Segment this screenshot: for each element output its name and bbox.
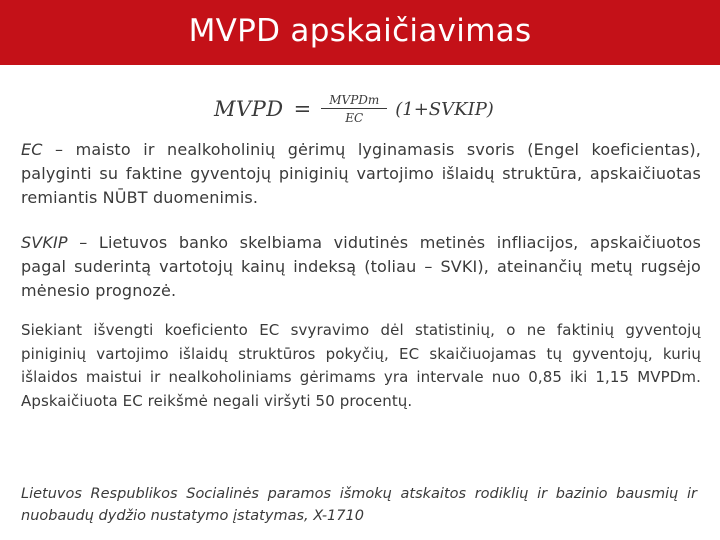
ec-definition [21, 138, 701, 210]
title-bar [0, 0, 720, 65]
svkip-definition [21, 231, 701, 303]
page-title: MVPD apskaičiavimas [188, 12, 532, 49]
formula-fraction [321, 93, 387, 125]
formula-lhs: MVPD [214, 97, 284, 121]
ec-text: – maisto ir nealkoholinių gėrimų lyginamasis svoris (Engel koeficientas), palyginti su faktine gyventojų piniginių vartojimo išlaidų struktūra, apskaičiuotas remiantis NŪBT duomenimis. [21, 140, 701, 207]
formula-denominator: EC [345, 111, 364, 126]
svkip-text: – Lietuvos banko skelbiama vidutinės metinės infliacijos, apskaičiuotos pagal suderintą vartotojų kainų indeksą (toliau – SVKI), ateinančių metų rugsėjo mėnesio prognozė. [21, 233, 701, 300]
formula-equals: = [293, 97, 312, 121]
ec-calculation-note: Siekiant išvengti koeficiento EC svyravimo dėl statistinių, o ne faktinių gyventojų piniginių vartojimo išlaidų struktūros pokyčių, EC skaičiuojamas tų gyventojų, kurių išlaidos maistui ir nealkoholiniams gėrimams yra intervale nuo 0,85 iki 1,15 MVPDm. Apskaičiuota EC reikšmė negali viršyti 50 procentų. [21, 321, 701, 410]
formula-tail: (1+SVKIP) [395, 98, 494, 120]
svkip-term: SVKIP [21, 233, 68, 252]
ec-term: EC [21, 140, 43, 159]
formula-numerator: MVPDm [329, 92, 380, 107]
mvpd-formula [214, 84, 494, 134]
law-reference: Lietuvos Respublikos Socialinės paramos išmokų atskaitos rodiklių ir bazinio bausmių ir nuobaudų dydžio nustatymo įstatymas, X-1710 [21, 486, 697, 524]
